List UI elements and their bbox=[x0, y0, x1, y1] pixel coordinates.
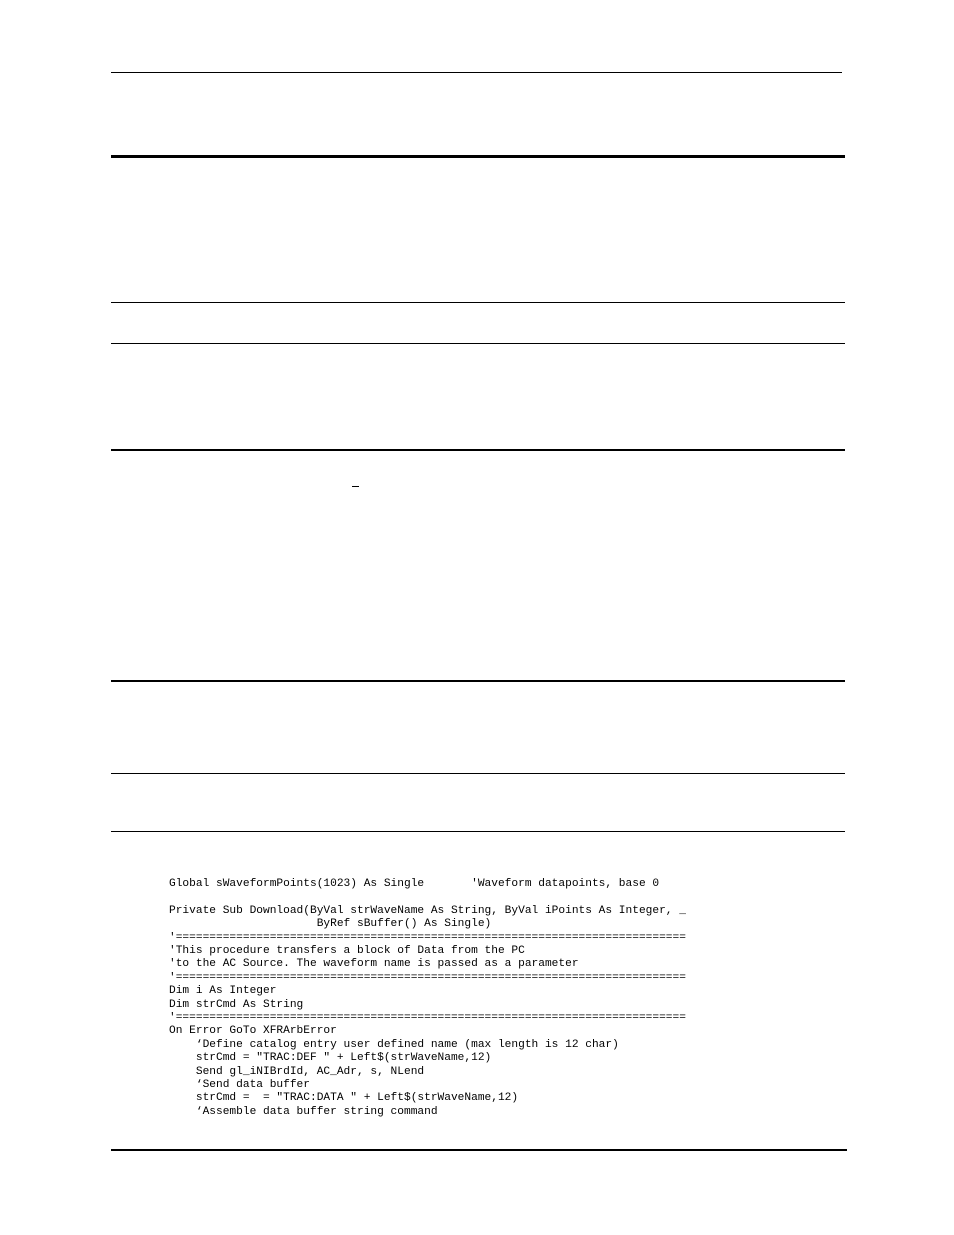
code-line: Global sWaveformPoints(1023) As Single 'Waveform datapoints, base 0 bbox=[169, 878, 660, 890]
code-line: ‘Send data buffer bbox=[169, 1079, 310, 1092]
code-listing bbox=[169, 878, 686, 1119]
code-line: ByRef sBuffer() As Single) bbox=[169, 918, 492, 931]
code-line bbox=[169, 891, 686, 904]
code-line: '============================================================================ bbox=[169, 931, 686, 944]
code-line: Send gl_iNIBrdId, AC_Adr, s, NLend bbox=[169, 1065, 425, 1078]
code-line: strCmd = = "TRAC:DATA " + Left$(strWaveName,12) bbox=[169, 1092, 519, 1105]
code-line: 'This procedure transfers a block of Data from the PC bbox=[169, 945, 525, 958]
section-rule-thick bbox=[111, 155, 845, 158]
dash-mark bbox=[352, 486, 359, 487]
code-line: On Error GoTo XFRArbError bbox=[169, 1025, 337, 1038]
code-line: ‘Define catalog entry user defined name (max length is 12 char) bbox=[169, 1038, 619, 1051]
code-line: ‘Assemble data buffer string command bbox=[169, 1105, 438, 1118]
table-rule bbox=[111, 773, 845, 774]
code-line: '============================================================================ bbox=[169, 1012, 686, 1025]
table-rule bbox=[111, 449, 845, 451]
footer-rule bbox=[111, 1149, 847, 1151]
table-rule bbox=[111, 831, 845, 832]
code-line: strCmd = "TRAC:DEF " + Left$(strWaveName,12) bbox=[169, 1052, 492, 1065]
table-rule bbox=[111, 302, 845, 303]
code-line: Private Sub Download(ByVal strWaveName As String, ByVal iPoints As Integer, _ bbox=[169, 904, 686, 917]
code-line: '============================================================================ bbox=[169, 971, 686, 984]
table-rule bbox=[111, 680, 845, 682]
code-line: Dim strCmd As String bbox=[169, 998, 304, 1011]
header-rule bbox=[111, 72, 842, 73]
code-line: 'to the AC Source. The waveform name is passed as a parameter bbox=[169, 958, 579, 971]
code-line: Dim i As Integer bbox=[169, 985, 277, 998]
table-rule bbox=[111, 343, 845, 344]
